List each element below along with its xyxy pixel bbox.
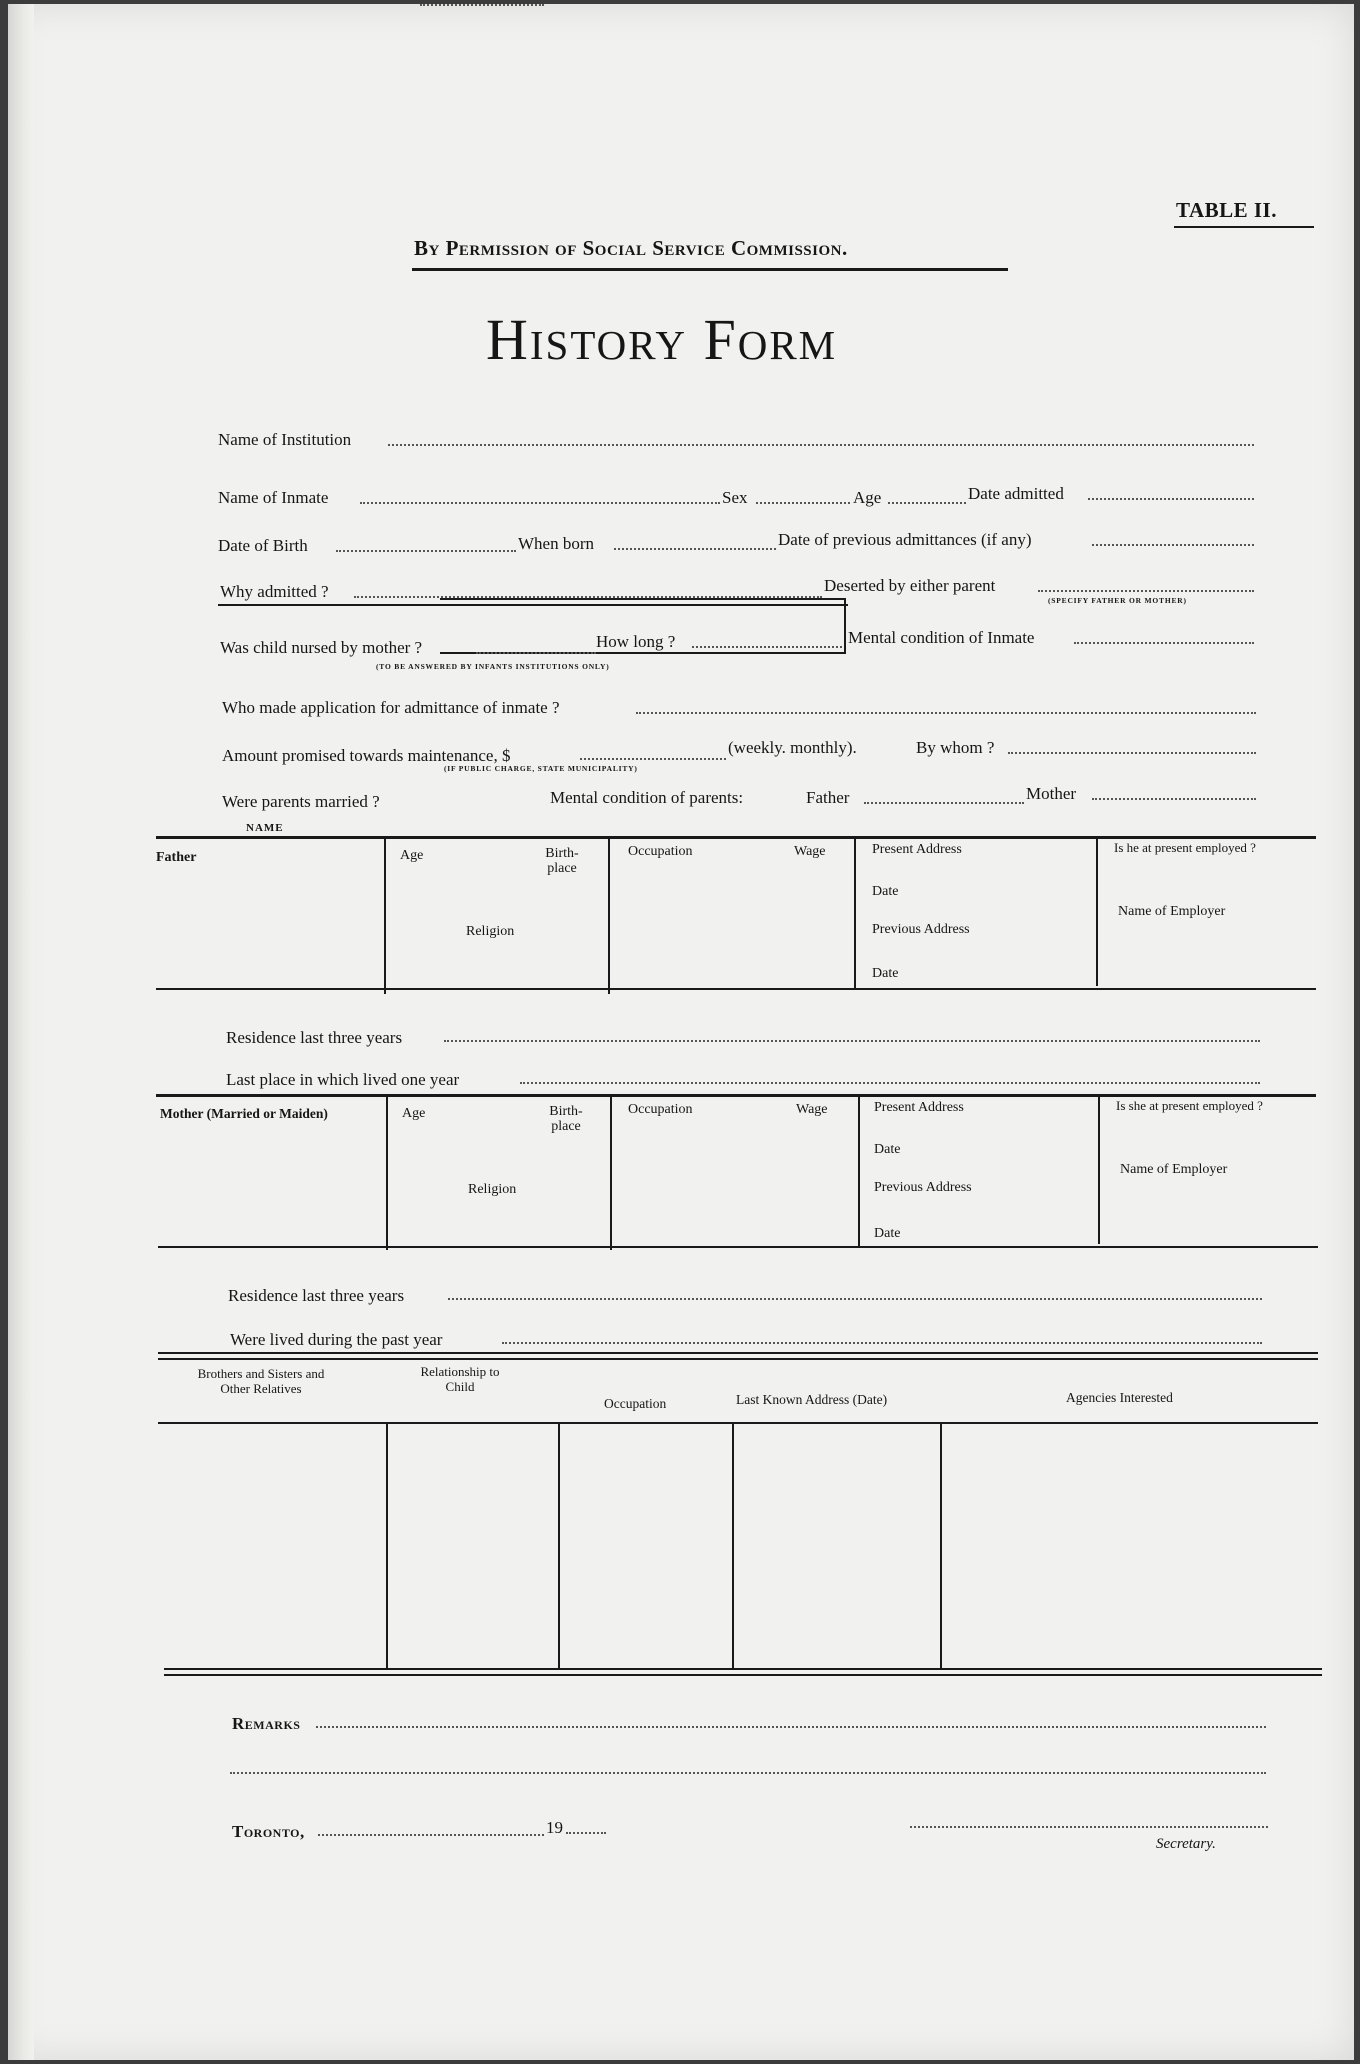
field-father-residence-3yrs[interactable] [444, 1040, 1260, 1042]
table-label: TABLE II. [1176, 198, 1277, 222]
label-mother: Mother [1026, 784, 1077, 803]
father-col-divider-3 [854, 838, 856, 990]
relatives-col-divider-2 [558, 1424, 560, 1670]
label-previous-admittances: Date of previous admittances (if any) [778, 530, 1032, 549]
field-by-whom[interactable] [1008, 752, 1256, 754]
mother-col-divider-4 [1098, 1096, 1100, 1244]
father-table-employed: Is he at present employed ? [1114, 840, 1256, 855]
field-deserted[interactable] [1038, 590, 1254, 592]
form-page [8, 4, 1354, 2060]
mother-table-previous-address: Previous Address [874, 1180, 972, 1195]
label-by-whom: By whom ? [916, 738, 995, 757]
father-col-divider-2 [608, 838, 610, 994]
father-table-bottom-rule [156, 988, 1316, 990]
label-toronto: Toronto, [232, 1822, 305, 1841]
field-nursed[interactable] [476, 652, 596, 654]
field-when-born[interactable] [614, 548, 776, 550]
relatives-bottom-rule-1 [164, 1668, 1322, 1670]
name-heading: NAME [246, 822, 284, 834]
field-sex[interactable] [756, 502, 850, 504]
mother-col-divider-2 [610, 1096, 612, 1250]
relatives-col-5: Agencies Interested [1066, 1390, 1173, 1405]
label-remarks: Remarks [232, 1714, 301, 1733]
relatives-col-divider-1 [386, 1424, 388, 1670]
father-table-employer: Name of Employer [1118, 904, 1226, 919]
field-who-applied[interactable] [636, 712, 1256, 714]
field-previous-admittances[interactable] [1092, 544, 1254, 546]
mother-table-wage: Wage [796, 1102, 828, 1117]
mother-table-present-address: Present Address [874, 1100, 964, 1115]
mother-table-employed: Is she at present employed ? [1116, 1098, 1263, 1113]
relatives-col-4: Last Known Address (Date) [736, 1392, 888, 1407]
label-deserted: Deserted by either parent [824, 576, 996, 595]
label-amount-promised: Amount promised towards maintenance, $ [222, 746, 511, 765]
amount-note: (IF PUBLIC CHARGE, STATE MUNICIPALITY) [444, 764, 638, 773]
mother-table-top-rule [156, 1094, 1316, 1097]
field-year[interactable] [566, 1832, 606, 1834]
mother-table-religion: Religion [468, 1182, 517, 1197]
deserted-note: (SPECIFY FATHER OR MOTHER) [1048, 596, 1187, 605]
father-col-divider-4 [1096, 838, 1098, 986]
field-mental-inmate[interactable] [1074, 642, 1254, 644]
father-table-top-rule [156, 836, 1316, 839]
label-mother-residence-past-year: Were lived during the past year [230, 1330, 443, 1349]
field-mental-father[interactable] [864, 802, 1024, 804]
relatives-table-rule-1 [158, 1352, 1318, 1354]
field-remarks-1[interactable] [316, 1726, 1266, 1728]
label-why-admitted: Why admitted ? [220, 582, 329, 601]
field-remarks-2[interactable] [230, 1772, 1266, 1774]
mother-table-name: Mother (Married or Maiden) [160, 1106, 328, 1121]
mother-col-divider-1 [386, 1096, 388, 1250]
nursed-note: (TO BE ANSWERED BY INFANTS INSTITUTIONS ONLY) [376, 662, 610, 671]
father-col-divider-1 [384, 838, 386, 994]
mother-col-divider-3 [858, 1096, 860, 1248]
father-table-name: Father [156, 850, 197, 865]
relatives-col-3: Occupation [604, 1396, 667, 1411]
father-table-date-2: Date [872, 966, 899, 981]
relatives-bottom-rule-2 [164, 1674, 1322, 1676]
field-secretary-signature[interactable] [910, 1826, 1268, 1828]
label-name-of-institution: Name of Institution [218, 430, 352, 449]
father-table-date-1: Date [872, 884, 899, 899]
mother-table-age: Age [402, 1106, 426, 1121]
label-date-of-birth: Date of Birth [218, 536, 308, 555]
label-father-residence-3yrs: Residence last three years [226, 1028, 403, 1047]
mother-table-date-1: Date [874, 1142, 901, 1157]
field-how-long[interactable] [692, 646, 842, 648]
permission-line: By Permission of Social Service Commission. [414, 236, 848, 260]
label-secretary: Secretary. [1156, 1836, 1216, 1852]
father-table-present-address: Present Address [872, 842, 962, 857]
label-name-of-inmate: Name of Inmate [218, 488, 329, 507]
father-table-religion: Religion [466, 924, 515, 939]
label-father: Father [806, 788, 850, 807]
relatives-col-divider-3 [732, 1422, 734, 1670]
field-date[interactable] [318, 1834, 544, 1836]
table-label-underline [1174, 226, 1314, 228]
field-father-residence-1yr[interactable] [520, 1082, 1260, 1084]
label-weekly-monthly: (weekly. monthly). [728, 738, 857, 757]
relatives-table-rule-2 [158, 1358, 1318, 1360]
label-mental-inmate: Mental condition of Inmate [848, 628, 1035, 647]
father-table-birthplace: Birth-place [545, 846, 579, 876]
field-mother-residence-past-year[interactable] [502, 1342, 1262, 1344]
permission-underline [412, 268, 1008, 271]
field-married[interactable] [420, 4, 544, 6]
label-year: 19 [546, 1818, 563, 1837]
field-name-of-inmate[interactable] [360, 502, 720, 504]
label-age: Age [853, 488, 882, 507]
mother-table-occupation: Occupation [628, 1102, 693, 1117]
relatives-col-2: Relationship to Child [420, 1364, 500, 1394]
mother-table-date-2: Date [874, 1226, 901, 1241]
field-age[interactable] [888, 502, 966, 504]
father-table-wage: Wage [794, 844, 826, 859]
mother-table-employer: Name of Employer [1120, 1162, 1228, 1177]
label-who-applied: Who made application for admittance of inmate ? [222, 698, 560, 717]
label-how-long: How long ? [596, 632, 676, 651]
mother-table-birthplace: Birth-place [549, 1104, 583, 1134]
label-mental-parents: Mental condition of parents: [550, 788, 744, 807]
father-table-age: Age [400, 848, 424, 863]
field-mother-residence-3yrs[interactable] [448, 1298, 1262, 1300]
label-father-residence-1yr: Last place in which lived one year [226, 1070, 460, 1089]
father-table-occupation: Occupation [628, 844, 693, 859]
label-mother-residence-3yrs: Residence last three years [228, 1286, 405, 1305]
page-title: History Form [486, 307, 838, 372]
label-when-born: When born [518, 534, 595, 553]
field-name-of-institution[interactable] [388, 444, 1254, 446]
field-date-of-birth[interactable] [336, 550, 516, 552]
label-date-admitted: Date admitted [968, 484, 1064, 503]
mother-table-bottom-rule [158, 1246, 1318, 1248]
field-amount-promised[interactable] [580, 758, 726, 760]
label-nursed: Was child nursed by mother ? [220, 638, 423, 657]
relatives-header-rule [158, 1422, 1318, 1424]
father-table-previous-address: Previous Address [872, 922, 970, 937]
page-binding-edge [8, 4, 34, 2060]
label-sex: Sex [722, 488, 748, 507]
field-mental-mother[interactable] [1092, 798, 1256, 800]
label-married: Were parents married ? [222, 792, 380, 811]
relatives-col-divider-4 [940, 1422, 942, 1670]
field-date-admitted[interactable] [1088, 498, 1254, 500]
relatives-col-1: Brothers and Sisters and Other Relatives [197, 1366, 325, 1396]
